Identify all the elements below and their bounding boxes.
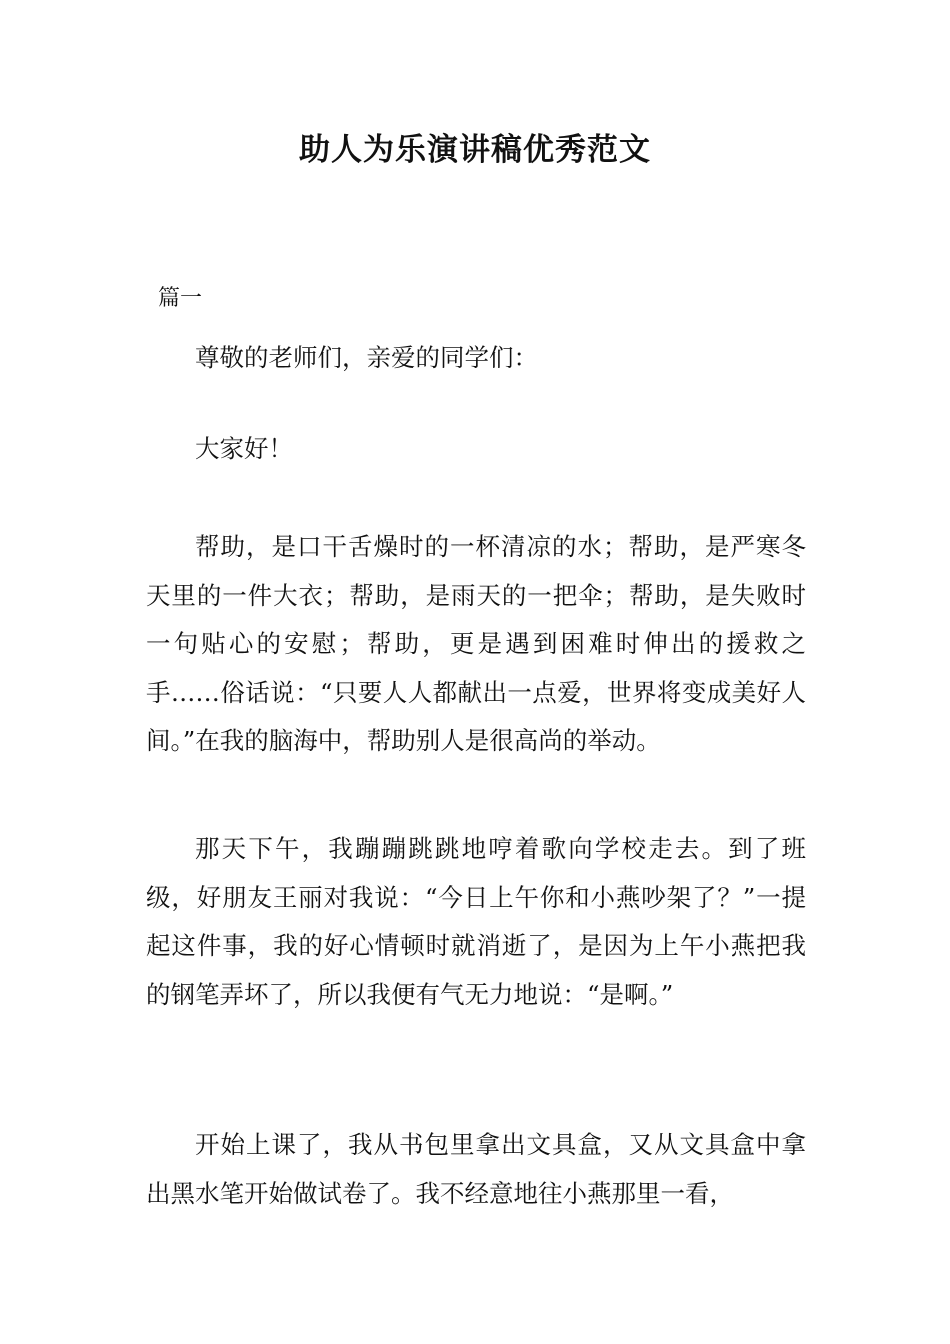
document-title: 助人为乐演讲稿优秀范文 (299, 132, 651, 168)
paragraph-body: 开始上课了，我从书包里拿出文具盒，又从文具盒中拿出黑水笔开始做试卷了。我不经意地往小燕那里一看， (146, 1130, 806, 1208)
paragraph-hello: 大家好！ (195, 434, 293, 463)
paragraph-greeting: 尊敬的老师们，亲爱的同学们： (195, 343, 538, 372)
section-label: 篇一 (158, 286, 203, 311)
paragraph-body: 帮助，是口干舌燥时的一杯清凉的水；帮助，是严寒冬天里的一件大衣；帮助，是雨天的一把伞；帮助，是失败时一句贴心的安慰；帮助，更是遇到困难时伸出的援救之手……俗话说：“只要人人都献出一点爱，世界将变成美好人间。”在我的脑海中，帮助别人是很高尚的举动。 (146, 532, 806, 755)
paragraph-body: 那天下午，我蹦蹦跳跳地哼着歌向学校走去。到了班级，好朋友王丽对我说：“今日上午你和小燕吵架了？”一提起这件事，我的好心情顿时就消逝了，是因为上午小燕把我的钢笔弄坏了，所以我便有气无力地说：“是啊。” (146, 834, 806, 1009)
